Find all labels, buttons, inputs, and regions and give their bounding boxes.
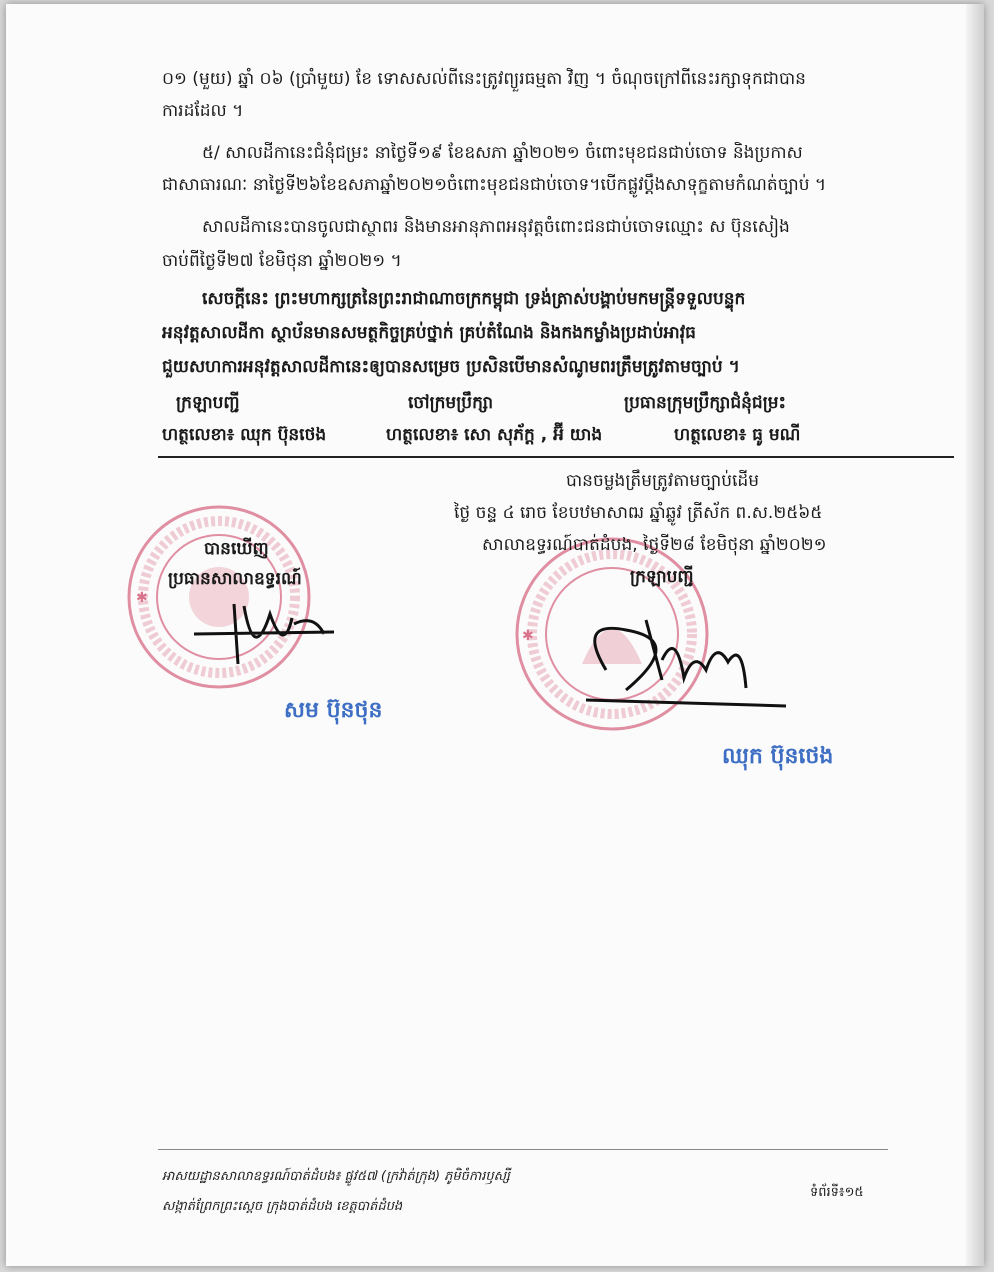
clerk-name: ឈុក ប៊ុនថេង xyxy=(722,744,834,769)
body-line-9: ជួយសហការអនុវត្តសាលដីកានេះឲ្យបានសម្រេច ប្រសិនបើមានសំណូមពរត្រឹមត្រូវតាមច្បាប់ ។ xyxy=(162,357,740,377)
seen-label: បានឃើញ xyxy=(204,539,269,559)
signer-name-president: ហត្ថលេខា៖ ធូ មណី xyxy=(674,425,801,445)
body-line-4: ជាសាធារណៈ នាថ្ងៃទី២៦ខែឧសភាឆ្នាំ២០២១ចំពោះមុខជនជាប់ចោទ។បើកផ្លូវប្តឹងសាទុក្ខតាមកំណត់ច្បាប់ ។ xyxy=(162,175,827,195)
body-line-8: អនុវត្តសាលដីកា ស្ថាប័នមានសមត្ថកិច្ចគ្រប់ថ្នាក់ គ្រប់តំណែង និងកងកម្លាំងប្រដាប់អាវុធ xyxy=(162,323,696,343)
signer-name-clerk: ហត្ថលេខា៖ ឈុក ប៊ុនថេង xyxy=(162,425,327,445)
president-signature xyxy=(174,594,374,674)
president-name: សម ប៊ុនថុន xyxy=(284,698,383,723)
certify-line-1: បានចម្លងត្រឹមត្រូវតាមច្បាប់ដើម xyxy=(566,471,759,491)
certify-line-2: ថ្ងៃ ចន្ទ ៤ រោច ខែបឋមាសាឍ ឆ្នាំឆ្លូវ ត្រីស័ក ព.ស.២៥៦៥ xyxy=(454,503,823,523)
footer-address-2: សង្កាត់ព្រែកព្រះស្តេច ក្រុងបាត់ដំបង ខេត្តបាត់ដំបង xyxy=(162,1199,403,1214)
certify-line-3: សាលាឧទ្ធរណ៍បាត់ដំបង, ថ្ងៃទី២៨ ខែមិថុនា ឆ្នាំ២០២១ xyxy=(482,535,827,555)
signer-title-president: ប្រធានក្រុមប្រឹក្សាជំនុំជម្រះ xyxy=(624,393,787,413)
body-line-2: ការដដែល ។ xyxy=(162,101,244,121)
body-line-3: ៥/ សាលដីកានេះជំនុំជម្រះ នាថ្ងៃទី១៩ ខែឧសភា ឆ្នាំ២០២១ ចំពោះមុខជនជាប់ចោទ និងប្រកាស xyxy=(202,143,803,163)
page-number: ទំព័រទី៖១៥ xyxy=(810,1185,864,1200)
certify-clerk-title: ក្រឡាបញ្ជី xyxy=(630,567,694,587)
body-line-5: សាលដីកានេះបានចូលជាស្ថាពរ និងមានអានុភាពអនុវត្តចំពោះជនជាប់ចោទឈ្មោះ ស ប៊ុនសៀង xyxy=(202,217,790,237)
document-page xyxy=(6,4,984,1266)
clerk-signature xyxy=(566,600,796,710)
court-president-title: ប្រធានសាលាឧទ្ធរណ៍ xyxy=(168,569,302,589)
body-line-1: ០១ (មួយ) ឆ្នាំ ០៦ (ប្រាំមួយ) ខែ ទោសសល់ពីនេះត្រូវព្យួរធម្មតា វិញ ។ ចំណុចក្រៅពីនេះរក្សាទុកជាបាន xyxy=(162,69,806,89)
svg-text:✱: ✱ xyxy=(136,590,148,606)
footer-rule xyxy=(158,1149,888,1150)
footer-address-1: អាសយដ្ឋានសាលាឧទ្ធរណ៍បាត់ដំបង៖ ផ្លូវ៥៧ (ក្រវ៉ាត់ក្រុង) ភូមិចំការឫស្សី xyxy=(162,1169,510,1184)
body-line-7: សេចក្តីនេះ ព្រះមហាក្សត្រនៃព្រះរាជាណាចក្រកម្ពុជា ទ្រង់ត្រាស់បង្គាប់មកមន្ត្រីទទួលបន្ទុក xyxy=(202,289,746,309)
body-line-6: ចាប់ពីថ្ងៃទី២៧ ខែមិថុនា ឆ្នាំ២០២១ ។ xyxy=(162,251,402,271)
separator-line xyxy=(158,456,954,458)
page-edge-shadow xyxy=(966,4,984,1266)
svg-text:✱: ✱ xyxy=(522,628,534,644)
signer-title-clerk: ក្រឡាបញ្ជី xyxy=(176,393,240,413)
signer-name-judges: ហត្ថលេខា៖ សោ សុភ័ក្ត , អ៊ី យាង xyxy=(386,425,603,445)
signer-title-judge: ចៅក្រមប្រឹក្សា xyxy=(408,393,494,413)
